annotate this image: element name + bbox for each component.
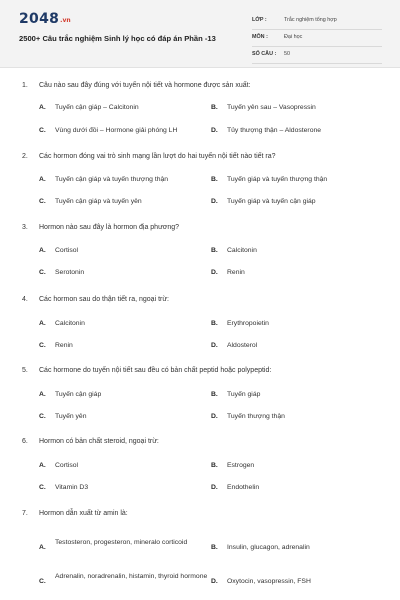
document-title: 2500+ Câu trắc nghiệm Sinh lý học có đáp án Phần -13 <box>19 34 216 43</box>
option-letter: B. <box>211 544 218 551</box>
question-number: 4. <box>22 296 28 303</box>
option-letter: D. <box>211 578 218 585</box>
option-c[interactable] <box>39 126 209 136</box>
option-b[interactable] <box>211 319 381 329</box>
option-letter: C. <box>39 484 46 491</box>
option-letter: A. <box>39 462 46 469</box>
option-letter: A. <box>39 320 46 327</box>
option-letter: C. <box>39 413 46 420</box>
option-letter: B. <box>211 462 218 469</box>
question-number: 5. <box>22 367 28 374</box>
question-number: 7. <box>22 510 28 517</box>
option-text: Tuyến giáp và tuyến cận giáp <box>227 198 316 205</box>
option-d[interactable] <box>211 577 381 587</box>
question-number: 3. <box>22 224 28 231</box>
option-d[interactable] <box>211 341 381 351</box>
option-d[interactable] <box>211 197 381 207</box>
question-text: Các hormon đóng vai trò sinh mạng lần lượt do hai tuyến nội tiết nào tiết ra? <box>39 153 276 160</box>
option-a[interactable] <box>39 103 209 113</box>
option-a[interactable] <box>39 319 209 329</box>
option-b[interactable] <box>211 543 381 553</box>
option-b[interactable] <box>211 390 381 400</box>
option-letter: C. <box>39 198 46 205</box>
option-d[interactable] <box>211 483 381 493</box>
option-a[interactable] <box>39 175 209 185</box>
meta-key: SỐ CÂU : <box>252 51 277 57</box>
option-letter: D. <box>211 342 218 349</box>
option-letter: A. <box>39 176 46 183</box>
option-letter: A. <box>39 247 46 254</box>
option-text: Insulin, glucagon, adrenalin <box>227 544 310 551</box>
question-text: Câu nào sau đây đúng với tuyến nội tiết và hormone được sản xuất: <box>39 82 251 89</box>
option-text: Renin <box>227 269 245 276</box>
option-d[interactable] <box>211 268 381 278</box>
question-number: 1. <box>22 82 28 89</box>
option-letter: A. <box>39 391 46 398</box>
option-c[interactable] <box>39 573 209 587</box>
option-letter: C. <box>39 269 46 276</box>
question-text: Hormon dẫn xuất từ amin là: <box>39 510 128 517</box>
option-b[interactable] <box>211 246 381 256</box>
option-letter: C. <box>39 127 46 134</box>
option-text: Cortisol <box>55 247 79 254</box>
question-text: Hormon có bản chất steroid, ngoại trừ: <box>39 438 159 445</box>
meta-row-class <box>252 14 382 30</box>
option-text: Cortisol <box>55 462 79 469</box>
option-b[interactable] <box>211 103 381 113</box>
option-text: Adrenalin, noradrenalin, histamin, thyroid hormone <box>55 573 208 580</box>
option-text: Erythropoietin <box>227 320 269 327</box>
question-number: 6. <box>22 438 28 445</box>
option-text: Serotonin <box>55 269 85 276</box>
option-text: Vitamin D3 <box>55 484 89 491</box>
option-text: Tủy thượng thận – Aldosterone <box>227 127 322 134</box>
meta-value: Đại học <box>284 34 303 40</box>
option-letter: A. <box>39 104 46 111</box>
option-b[interactable] <box>211 175 381 185</box>
option-text: Testosteron, progesteron, mineralo corticoid <box>55 539 188 546</box>
option-a[interactable] <box>39 539 209 553</box>
option-text: Endothelin <box>227 484 260 491</box>
option-a[interactable] <box>39 246 209 256</box>
option-d[interactable] <box>211 126 381 136</box>
option-text: Tuyến giáp <box>227 391 261 398</box>
question-text: Các hormone do tuyến nội tiết sau đều có bản chất peptid hoặc polypeptid: <box>39 367 272 374</box>
option-text: Tuyến cận giáp <box>55 391 102 398</box>
option-text: Renin <box>55 342 73 349</box>
option-letter: B. <box>211 391 218 398</box>
question-text: Các hormon sau do thận tiết ra, ngoại trừ: <box>39 296 169 303</box>
option-text: Tuyến cận giáp và tuyến yên <box>55 198 142 205</box>
option-text: Tuyến giáp và tuyến thượng thận <box>227 176 328 183</box>
option-c[interactable] <box>39 483 209 493</box>
option-text: Tuyến cận giáp – Calcitonin <box>55 104 139 111</box>
option-a[interactable] <box>39 461 209 471</box>
logo-tld-text: .vn <box>60 17 71 24</box>
option-letter: C. <box>39 578 46 585</box>
question-number: 2. <box>22 153 28 160</box>
meta-value: 50 <box>284 51 290 57</box>
option-d[interactable] <box>211 412 381 422</box>
option-c[interactable] <box>39 268 209 278</box>
meta-value: Trắc nghiệm tổng hợp <box>284 17 337 23</box>
meta-key: LỚP : <box>252 17 267 23</box>
option-text: Aldosterol <box>227 342 258 349</box>
option-a[interactable] <box>39 390 209 400</box>
logo-main-text: 2048 <box>19 11 60 27</box>
site-logo[interactable] <box>19 11 71 29</box>
option-letter: D. <box>211 484 218 491</box>
option-text: Calcitonin <box>227 247 257 254</box>
option-letter: D. <box>211 198 218 205</box>
option-letter: B. <box>211 247 218 254</box>
option-text: Tuyến yên sau – Vasopressin <box>227 104 316 111</box>
option-letter: D. <box>211 269 218 276</box>
document-header <box>0 0 400 68</box>
option-text: Vùng dưới đồi – Hormone giải phóng LH <box>55 127 178 134</box>
option-c[interactable] <box>39 197 209 207</box>
meta-key: MÔN : <box>252 34 268 40</box>
option-text: Estrogen <box>227 462 255 469</box>
option-c[interactable] <box>39 341 209 351</box>
option-letter: C. <box>39 342 46 349</box>
question-text: Hormon nào sau đây là hormon địa phương? <box>39 224 180 231</box>
option-text: Tuyến thượng thận <box>227 413 285 420</box>
option-letter: B. <box>211 104 218 111</box>
option-letter: A. <box>39 544 46 551</box>
option-letter: B. <box>211 320 218 327</box>
option-c[interactable] <box>39 412 209 422</box>
option-text: Calcitonin <box>55 320 85 327</box>
option-letter: D. <box>211 413 218 420</box>
meta-row-subject <box>252 31 382 47</box>
option-text: Oxytocin, vasopressin, FSH <box>227 578 311 585</box>
option-text: Tuyến cận giáp và tuyến thượng thận <box>55 176 169 183</box>
meta-row-count <box>252 48 382 64</box>
option-letter: D. <box>211 127 218 134</box>
option-letter: B. <box>211 176 218 183</box>
option-b[interactable] <box>211 461 381 471</box>
meta-info <box>252 14 382 65</box>
option-text: Tuyến yên <box>55 413 87 420</box>
